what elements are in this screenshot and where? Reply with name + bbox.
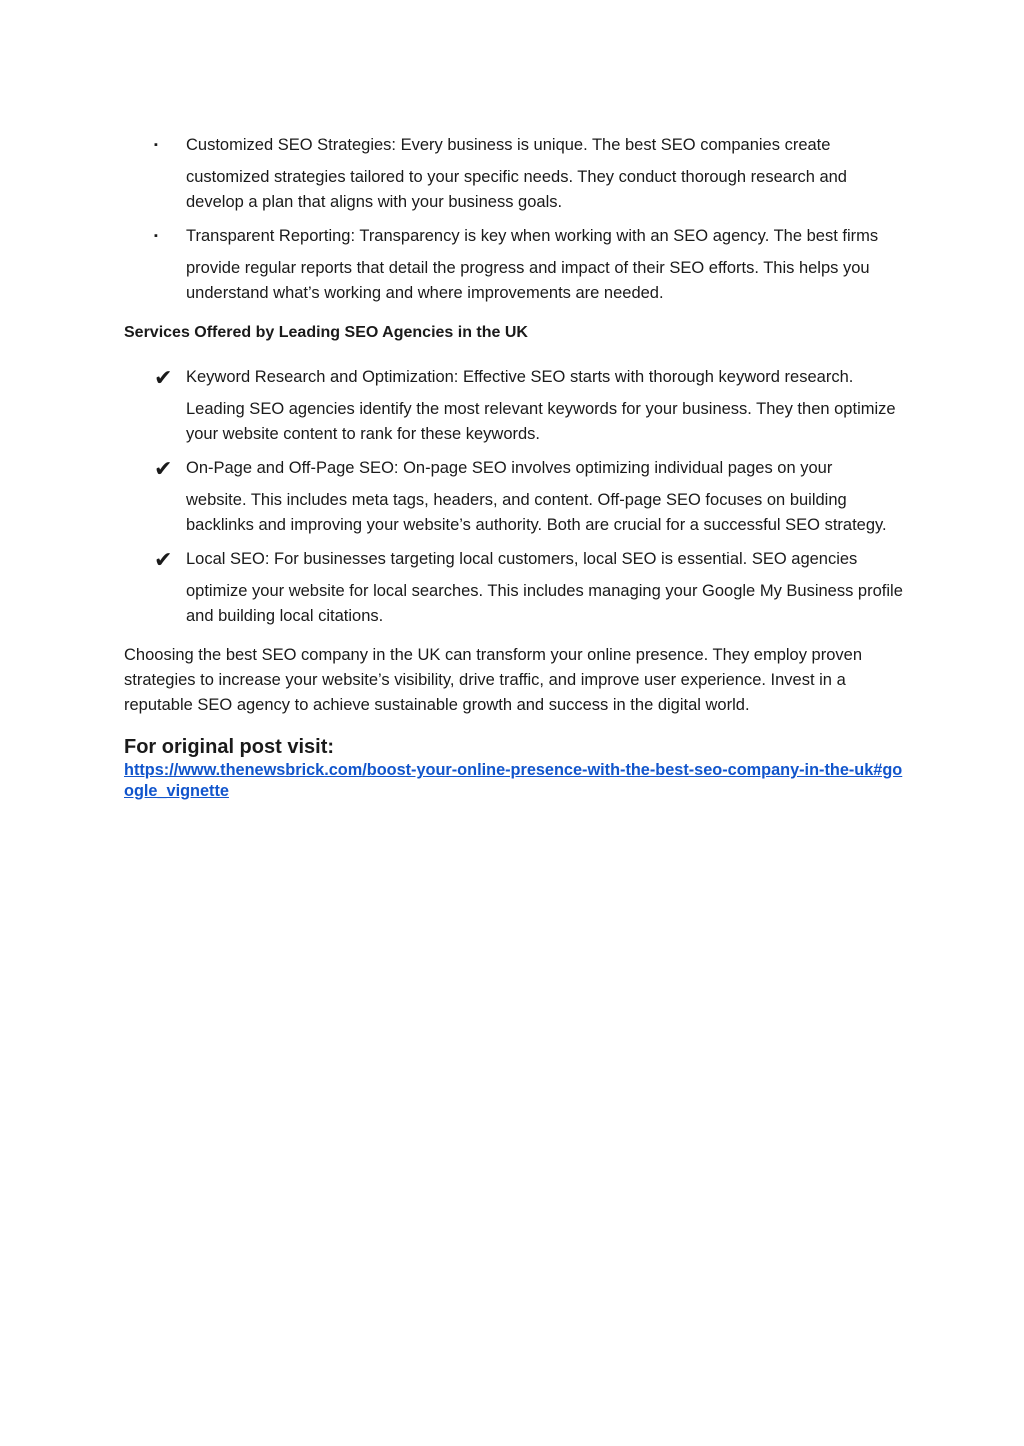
closing-paragraph: Choosing the best SEO company in the UK can transform your online presence. They employ proven strategies to increase your website’s visibility, drive traffic, and improve user experience. Invest in a reputable SEO agency to achieve sustainable growth and success in the digital world. xyxy=(124,646,863,714)
list-item xyxy=(124,547,904,629)
checkmark-icon: ✔ xyxy=(154,365,173,390)
list-item-first-line: Keyword Research and Optimization: Effective SEO starts with thorough keyword research. xyxy=(186,368,854,386)
original-post-heading: For original post visit: xyxy=(124,736,335,758)
list-item xyxy=(124,133,904,215)
list-item-text: optimize your website for local searches. This includes managing your Google My Business profile and building local citations. xyxy=(186,582,903,625)
original-post-link[interactable]: https://www.thenewsbrick.com/boost-your-online-presence-with-the-best-seo-company-in-the-uk#google_vignette xyxy=(124,761,903,800)
list-item-text: Leading SEO agencies identify the most relevant keywords for your business. They then optimize your website content to rank for these keywords. xyxy=(186,400,896,443)
benefits-list xyxy=(124,133,904,306)
square-bullet-icon: ▪ xyxy=(154,139,158,151)
list-item xyxy=(124,365,904,447)
checkmark-icon: ✔ xyxy=(154,547,173,572)
checkmark-icon: ✔ xyxy=(154,456,173,481)
list-item-text: website. This includes meta tags, headers, and content. Off-page SEO focuses on building backlinks and improving your website’s authority. Both are crucial for a successful SEO strategy. xyxy=(186,491,887,534)
list-item xyxy=(124,456,904,538)
square-bullet-icon: ▪ xyxy=(154,230,158,242)
list-item xyxy=(124,224,904,306)
list-item-first-line: Transparent Reporting: Transparency is key when working with an SEO agency. The best firms xyxy=(186,227,879,245)
list-item-text: provide regular reports that detail the progress and impact of their SEO efforts. This helps you understand what’s working and where improvements are needed. xyxy=(186,259,870,302)
list-item-first-line: On-Page and Off-Page SEO: On-page SEO involves optimizing individual pages on your xyxy=(186,459,833,477)
list-item-first-line: Local SEO: For businesses targeting local customers, local SEO is essential. SEO agencies xyxy=(186,550,858,568)
services-list xyxy=(124,365,904,629)
services-heading: Services Offered by Leading SEO Agencies in the UK xyxy=(124,324,528,341)
document-content xyxy=(124,133,904,802)
list-item-first-line: Customized SEO Strategies: Every business is unique. The best SEO companies create xyxy=(186,136,831,154)
list-item-text: customized strategies tailored to your specific needs. They conduct thorough research and develop a plan that aligns with your business goals. xyxy=(186,168,847,211)
